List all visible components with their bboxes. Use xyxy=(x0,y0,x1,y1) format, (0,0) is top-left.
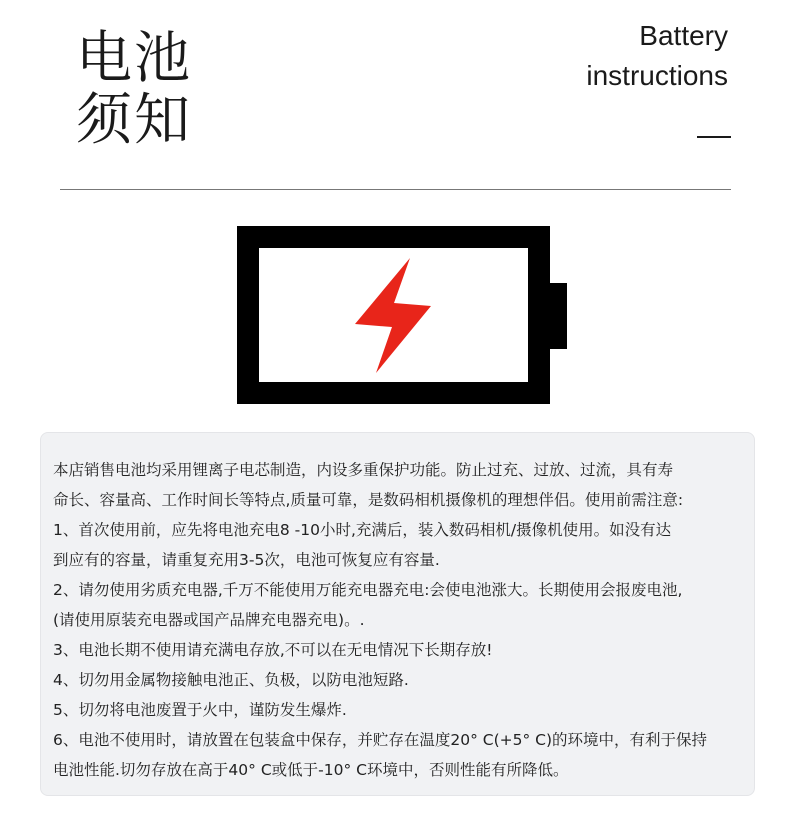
battery-notice-panel xyxy=(40,432,755,796)
notice-line: (请使用原装充电器或国产品牌充电器充电)。. xyxy=(53,611,365,629)
notice-line: 3、电池长期不使用请充满电存放,不可以在无电情况下长期存放! xyxy=(53,641,493,659)
header-rule xyxy=(60,189,731,190)
notice-line: 电池性能.切勿存放在高于40° C或低于-10° C环境中，否则性能有所降低。 xyxy=(53,761,569,779)
page-title-cn xyxy=(76,28,192,152)
notice-line: 5、切勿将电池废置于火中，谨防发生爆炸. xyxy=(53,701,347,719)
notice-line: 命长、容量高、工作时间长等特点,质量可靠，是数码相机摄像机的理想伴侣。使用前需注意: xyxy=(53,491,684,509)
battery-charging-icon xyxy=(237,226,567,406)
notice-line: 4、切勿用金属物接触电池正、负极，以防电池短路. xyxy=(53,671,409,689)
lightning-bolt-icon xyxy=(355,258,431,373)
title-cn-line1: 电池 xyxy=(76,26,192,91)
title-en-line1: Battery xyxy=(639,20,728,51)
notice-line: 1、首次使用前，应先将电池充电8 -10小时,充满后，装入数码相机/摄像机使用。如没有达 xyxy=(53,521,672,539)
notice-line: 2、请勿使用劣质充电器,千万不能使用万能充电器充电:会使电池涨大。长期使用会报废电池, xyxy=(53,581,683,599)
title-en-line2: instructions xyxy=(586,60,728,91)
notice-line: 到应有的容量，请重复充用3-5次，电池可恢复应有容量. xyxy=(53,551,440,569)
title-cn-line2: 须知 xyxy=(76,88,192,153)
notice-line: 本店销售电池均采用锂离子电芯制造，内设多重保护功能。防止过充、过放、过流，具有寿 xyxy=(53,461,674,479)
battery-terminal xyxy=(537,283,567,349)
notice-line: 6、电池不使用时，请放置在包装盒中保存，并贮存在温度20° C(+5° C)的环境中，有利于保持 xyxy=(53,731,708,749)
title-dash-divider xyxy=(697,136,731,138)
page-title-en xyxy=(586,16,728,96)
